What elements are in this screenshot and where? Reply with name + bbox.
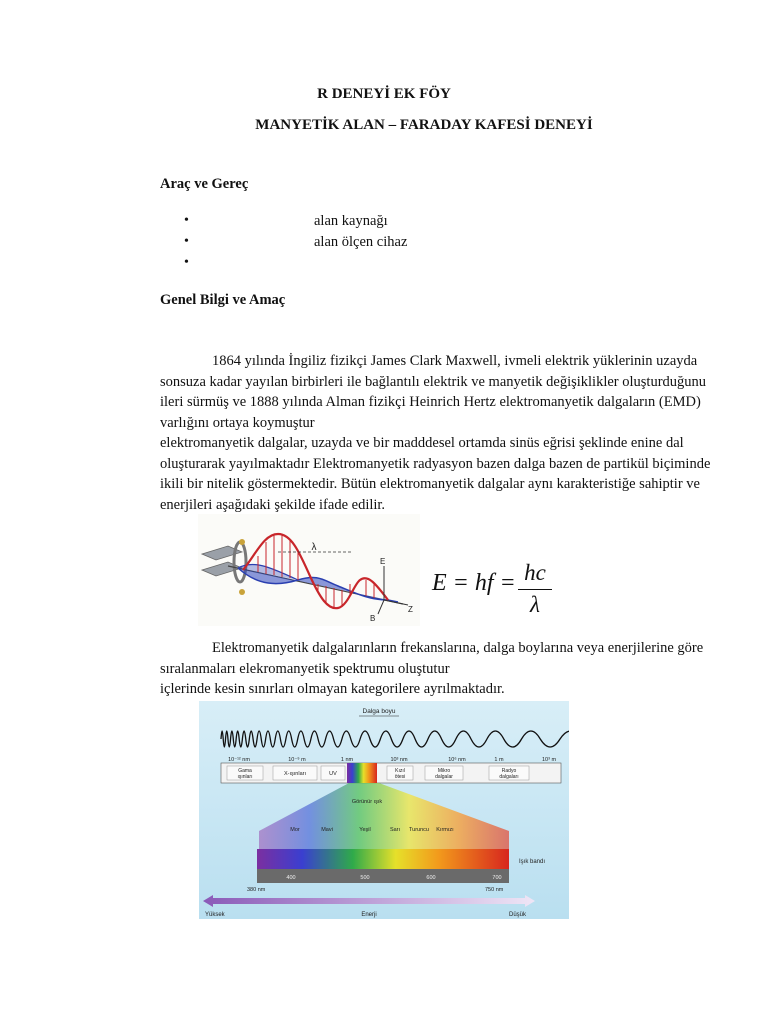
band-label: dalgalar bbox=[435, 774, 453, 780]
paragraph-line: 1864 yılında İngiliz fizikçi James Clark Maxwell, ivmeli elektrik yüklerinin uzayda bbox=[212, 353, 698, 369]
scale-tick-label: 1 m bbox=[494, 757, 504, 763]
bullet-icon: • bbox=[184, 234, 189, 249]
paragraph-line: ileri sürmüş ve 1888 yılında Alman fizikçi Heinrich Hertz elektromanyetik dalgaların (EMD) bbox=[160, 394, 701, 410]
nm-tick-label: 400 bbox=[286, 875, 296, 881]
paragraph-spectrum bbox=[160, 638, 704, 700]
band-label: ışınları bbox=[237, 774, 253, 780]
formula-lhs: E = hf = bbox=[432, 570, 516, 596]
paragraph-line: sıralanmaları elekromanyetik spektrumu oluştutur bbox=[160, 660, 450, 677]
axis-e-label: E bbox=[380, 557, 386, 566]
color-name-label: Kırmızı bbox=[436, 827, 454, 833]
nm-start-label: 380 nm bbox=[247, 887, 266, 893]
band-label: X-ışınları bbox=[283, 771, 307, 777]
band-label: Radyo bbox=[501, 768, 517, 774]
em-wave-illustration bbox=[198, 514, 420, 626]
nm-end-label: 750 nm bbox=[485, 887, 504, 893]
paragraph-line: enerjileri aşağıdaki şekilde ifade edilir. bbox=[160, 496, 386, 513]
paragraph-line: varlığını ortaya koymuştur bbox=[160, 414, 315, 431]
paragraph-line: ikili bir nitelik göstermektedir. Bütün elektromanyetik dalgalar aynı karakteristiğe sahiptir ve bbox=[160, 476, 700, 492]
band-label: dalgaları bbox=[499, 774, 519, 780]
paragraph-line: Elektromanyetik dalgalarınların frekanslarına, dalga boylarına veya enerjilerine göre bbox=[212, 640, 704, 656]
band-label: UV bbox=[329, 771, 337, 777]
energy-low-label: Düşük bbox=[509, 912, 527, 918]
nm-tick-label: 700 bbox=[492, 875, 502, 881]
list-item: alan ölçen cihaz bbox=[314, 234, 408, 250]
paragraph-line: sonsuza kadar yayılan birbirleri ile bağlantılı elektrik ve manyetik değişiklikler oluşturduğunu bbox=[160, 373, 707, 390]
formula-numerator: hc bbox=[524, 560, 546, 585]
color-name-label: Turuncu bbox=[409, 827, 429, 833]
energy-label: Enerji bbox=[361, 912, 377, 918]
paragraph-line: oluşturarak yayılmaktadır Elektromanyetik radyasyon bazen dalga bazen de partikül biçiminde bbox=[160, 455, 711, 472]
color-name-label: Mavi bbox=[321, 827, 333, 833]
lambda-label: λ bbox=[311, 542, 317, 553]
axis-b-label: B bbox=[370, 614, 376, 623]
section-heading-info: Genel Bilgi ve Amaç bbox=[160, 292, 286, 308]
energy-high-label: Yüksek bbox=[205, 912, 225, 918]
band-label: ötesi bbox=[394, 774, 406, 780]
formula-denominator: λ bbox=[530, 592, 540, 617]
visible-slot bbox=[347, 763, 377, 783]
band-label: Mikro bbox=[437, 768, 451, 774]
list-item: alan kaynağı bbox=[314, 213, 388, 229]
nm-tick-label: 500 bbox=[360, 875, 370, 881]
scale-tick-label: 10⁻¹² nm bbox=[228, 757, 250, 763]
band-label: Kızıl bbox=[395, 768, 405, 774]
doc-subtitle: MANYETİK ALAN – FARADAY KAFESİ DENEYİ bbox=[255, 117, 593, 133]
band-label: Gama bbox=[238, 768, 252, 774]
visible-label: Görünür ışık bbox=[351, 799, 383, 805]
scale-tick-label: 10⁻⁹ m bbox=[288, 757, 306, 763]
color-name-label: Mor bbox=[290, 827, 300, 833]
paragraph-intro bbox=[160, 351, 711, 515]
scale-tick-label: 10⁶ nm bbox=[448, 757, 466, 763]
bullet-icon: • bbox=[184, 213, 189, 228]
section-heading-equipment: Araç ve Gereç bbox=[160, 176, 249, 192]
bullet-icon: • bbox=[184, 255, 189, 270]
nm-tick-label: 600 bbox=[426, 875, 436, 881]
paragraph-line: içlerinde kesin sınırları olmayan kategorilere ayrılmaktadır. bbox=[160, 681, 505, 697]
doc-title: R DENEYİ EK FÖY bbox=[317, 86, 451, 102]
color-name-label: Yeşil bbox=[359, 827, 371, 833]
wavelength-label: Dalga boyu bbox=[362, 708, 396, 715]
scale-tick-label: 10³ nm bbox=[390, 757, 408, 763]
light-band bbox=[257, 849, 509, 869]
formula-fraction-bar bbox=[518, 589, 552, 590]
em-spectrum-figure bbox=[199, 701, 569, 919]
scale-tick-label: 1 nm bbox=[340, 757, 354, 763]
scale-tick-label: 10³ m bbox=[541, 757, 557, 763]
paragraph-line: elektromanyetik dalgalar, uzayda ve bir madddesel ortamda sinüs eğrisi şeklinde enine dal bbox=[160, 435, 684, 451]
light-band-label: Işık bandı bbox=[519, 859, 546, 865]
axis-z-label: Z bbox=[408, 605, 413, 614]
color-name-label: Sarı bbox=[389, 827, 401, 833]
